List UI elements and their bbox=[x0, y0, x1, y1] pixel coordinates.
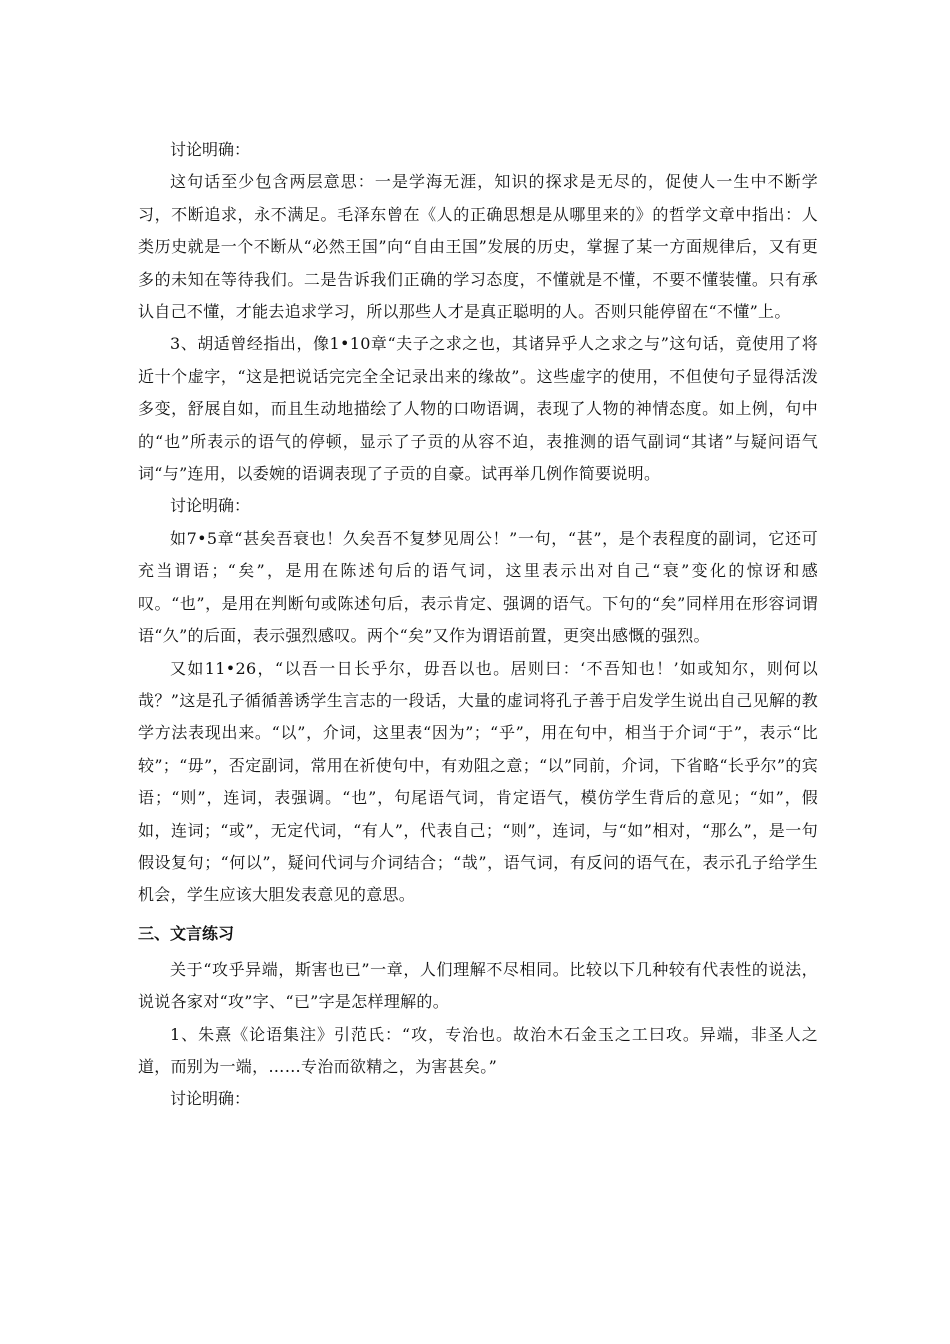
paragraph-exercise-intro: 关于“攻乎异端，斯害也已”一章，人们理解不尽相同。比较以下几种较有代表性的说法，说说各家对“攻”字、“已”字是怎样理解的。 bbox=[138, 959, 818, 1012]
paragraph-example-11-26: 又如11•26，“以吾一日长乎尔，毋吾以也。居则曰：‘不吾知也！’如或知尔，则何以哉？”这是孔子循循善诱学生言志的一段话，大量的虚词将孔子善于启发学生说出自己见解的教学方法表现出来。“以”，介词，这里表“因为”；“乎”，用在句中，相当于介词“于”，表示“比较”；“毋”，否定副词，常用在祈使句中，有劝阻之意；“以”同前，介词，下省略“长乎尔”的宾语；“则”，连词，表强调。“也”，句尾语气词，肯定语气，模仿学生背后的意见；“如”，假如，连词；“或”，无定代词，“有人”，代表自己；“则”，连词，与“如”相对，“那么”，是一句假设复句；“何以”，疑问代词与介词结合；“哉”，语气词，有反问的语气在，表示孔子给学生机会，学生应该大胆发表意见的意思。 bbox=[138, 658, 818, 905]
document-page bbox=[138, 134, 818, 1116]
discussion-label-2: 讨论明确： bbox=[170, 496, 251, 516]
section-heading-exercise: 三、文言练习 bbox=[138, 923, 235, 943]
paragraph-example-7-5: 如7•5章“甚矣吾衰也！久矣吾不复梦见周公！”一句，“甚”，是个表程度的副词，它还可充当谓语；“矣”，是用在陈述句后的语气词，这里表示出对自己“衰”变化的惊讶和感叹。“也”，是用在判断句或陈述句后，表示肯定、强调的语气。下句的“矣”同样用在形容词谓语“久”的后面，表示强烈感叹。两个“矣”又作为谓语前置，更突出感慨的强烈。 bbox=[138, 528, 818, 646]
discussion-label-1: 讨论明确： bbox=[170, 140, 251, 159]
paragraph-question-3: 3、胡适曾经指出，像1•10章“夫子之求之也，其诸异乎人之求之与”这句话，竟使用了将近十个虚字，“这是把说话完完全全记录出来的缘故”。这些虚字的使用，不但使句子显得活泼多变，舒展自如，而且生动地描绘了人物的口吻语调，表现了人物的神情态度。如上例，句中的“也”所表示的语气的停顿，显示了子贡的从容不迫，表推测的语气副词“其诸”与疑问语气词“与”连用，以委婉的语调表现了子贡的自豪。试再举几例作简要说明。 bbox=[138, 334, 818, 484]
paragraph-zhu-xi: 1、朱熹《论语集注》引范氏：“攻，专治也。故治木石金玉之工曰攻。异端，非圣人之道，而别为一端，……专治而欲精之，为害甚矣。” bbox=[138, 1024, 818, 1076]
paragraph-two-meanings: 这句话至少包含两层意思：一是学海无涯，知识的探求是无尽的，促使人一生中不断学习，不断追求，永不满足。毛泽东曾在《人的正确思想是从哪里来的》的哲学文章中指出：人类历史就是一个不断从“必然王国”向“自由王国”发展的历史，掌握了某一方面规律后，又有更多的未知在等待我们。二是告诉我们正确的学习态度，不懂就是不懂，不要不懂装懂。只有承认自己不懂，才能去追求学习，所以那些人才是真正聪明的人。否则只能停留在“不懂”上。 bbox=[138, 172, 818, 322]
discussion-label-3: 讨论明确： bbox=[170, 1089, 251, 1109]
